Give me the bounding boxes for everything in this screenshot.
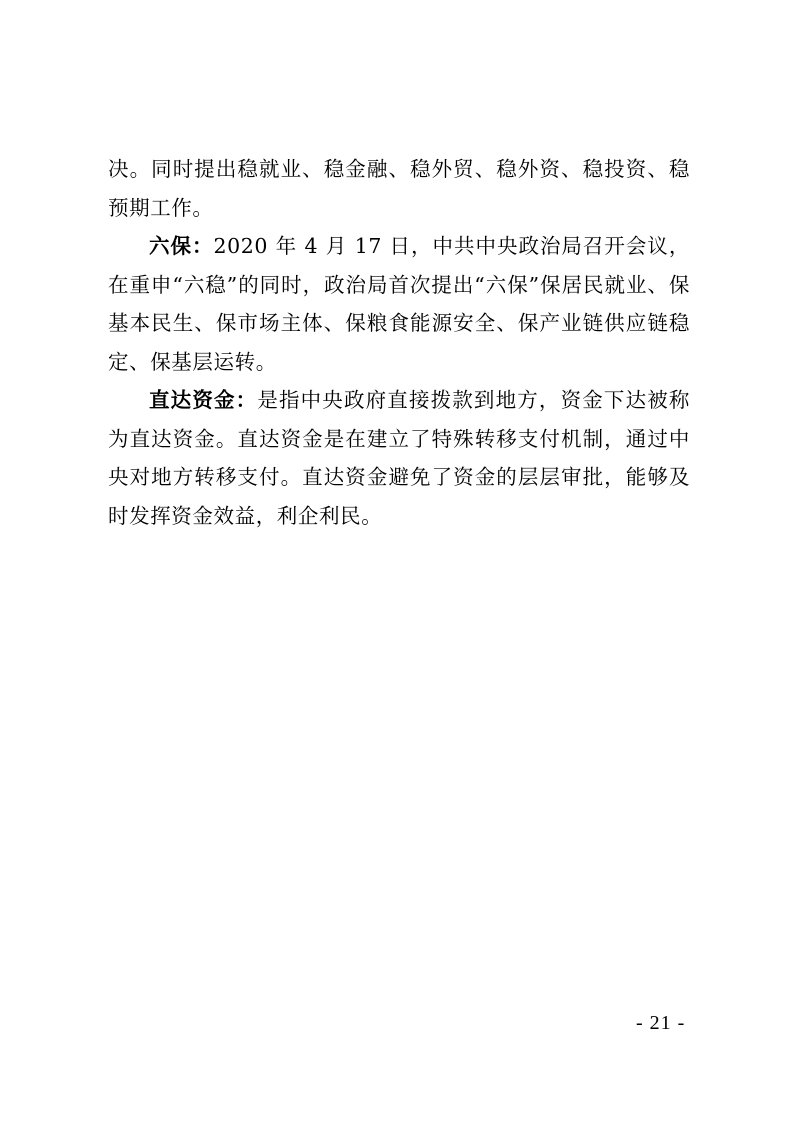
definition-liubao: 2020 年 4 月 17 日，中共中央政治局召开会议，在重申“六稳”的同时，政治局首次提出“六保”保居民就业、保基本民生、保市场主体、保粮食能源安全、保产业链供应链稳定、保基层运转。	[108, 234, 690, 374]
paragraph-text: 决。同时提出稳就业、稳金融、稳外贸、稳外资、稳投资、稳预期工作。	[108, 157, 690, 220]
definition-zhida: 是指中央政府直接拨款到地方，资金下达被称为直达资金。直达资金是在建立了特殊转移支付机制，通过中央对地方转移支付。直达资金避免了资金的层层审批，能够及时发挥资金效益，利企利民。	[108, 388, 690, 528]
paragraph-continuation	[108, 150, 690, 227]
paragraph-zhida	[108, 381, 690, 535]
term-zhida: 直达资金：	[149, 388, 258, 412]
page-number: - 21 -	[636, 1012, 686, 1034]
paragraph-liubao	[108, 227, 690, 381]
body-text	[108, 150, 690, 535]
term-liubao: 六保：	[149, 234, 214, 258]
